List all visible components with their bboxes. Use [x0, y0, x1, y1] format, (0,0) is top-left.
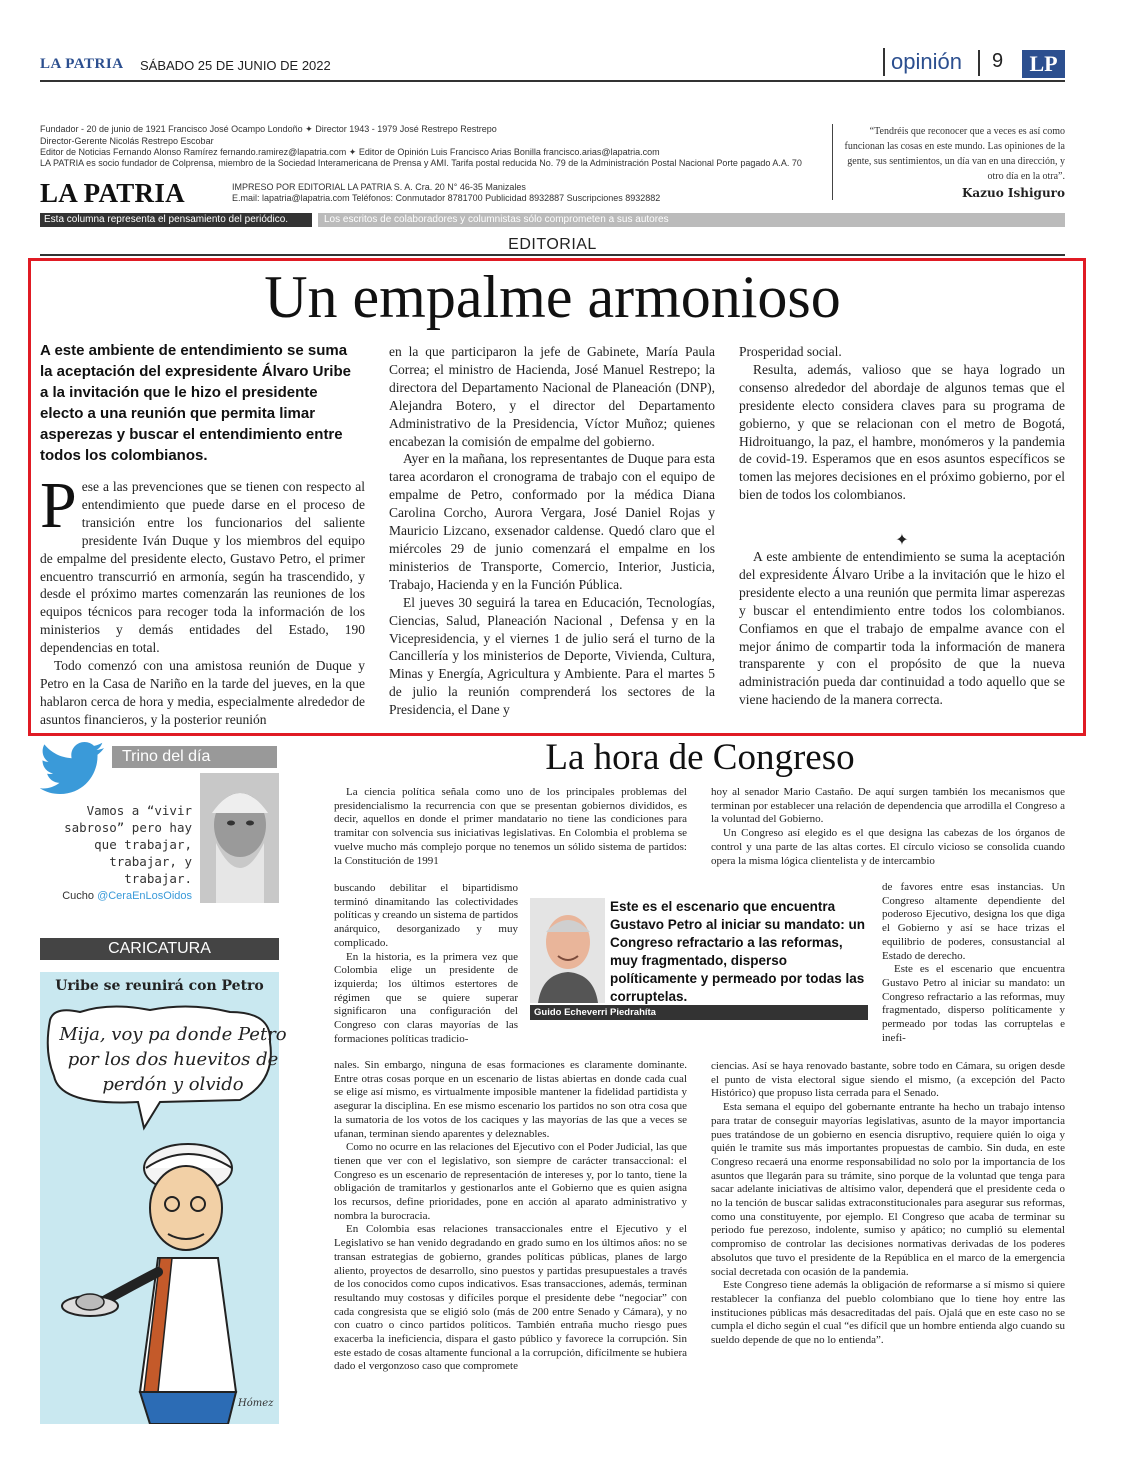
section-name: opinión	[883, 48, 962, 76]
editorial-paragraph: Prosperidad social.	[739, 344, 842, 359]
editorial-title: Un empalme armonioso	[264, 264, 841, 330]
header-rule	[40, 80, 1065, 82]
editorial-lede: A este ambiente de entendimiento se suma la aceptación del expresidente Álvaro Uribe a la invitación que le hizo el presidente electo a una reunión que permita limar asperezas y buscar el entendimiento entre todos los colombianos.	[40, 342, 351, 464]
masthead-logo: LA PATRIA	[40, 178, 185, 208]
cartoon-signature: Hómez	[238, 1398, 274, 1409]
masthead-director: Director-Gerente Nicolás Restrepo Escobar	[40, 136, 214, 146]
article-paragraph: Como no ocurre en las relaciones del Ejecutivo con el Poder Judicial, las que tienen que ver con el legislativo, son siempre de carácter transaccional: el Congreso es un escenario de representación de intereses y, por lo tanto, tiene la obligación de tramitarlos y gestionarlos ante el Gobierno que es quien asigna los recursos, define prioridades, pone en acción al aparato administrativo y nombra la burocracia.	[334, 1141, 687, 1222]
caricatura-label: CARICATURA	[40, 938, 279, 960]
twitter-bird-icon	[40, 742, 106, 794]
header-date: SÁBADO 25 DE JUNIO DE 2022	[140, 58, 331, 73]
contributors-notice-bar: Los escritos de colaboradores y columnistas sólo comprometen a sus autores	[318, 213, 1065, 227]
caricatura-title: Uribe se reunirá con Petro	[55, 978, 264, 994]
article-paragraph: ciencias. Así se haya renovado bastante, sobre todo en Cámara, su origen desde el punto de vista electoral sigue siendo el mismo, (a excepción del Pacto Histórico) que propuso lista cerrada para el Senado.	[711, 1060, 1065, 1100]
masthead-membership: LA PATRIA es socio fundador de Colprensa, miembro de la Sociedad Interamericana de Prensa y AMI. Tarifa postal reducida No. 79 de la Administración Postal Nacional Porte pagado A.A. 70	[40, 158, 802, 168]
editorial-column-3	[739, 343, 1065, 504]
article-title: La hora de Congreso	[545, 737, 855, 778]
trino-label: Trino del día	[112, 746, 277, 768]
article-column-1-bottom	[334, 1059, 687, 1374]
printer-contact: E.mail: lapatria@lapatria.com Teléfonos: Conmutador 8781700 Publicidad 8932887 Suscripciones 8932882	[232, 193, 661, 203]
editorial-closing	[739, 548, 1065, 709]
printer-address: IMPRESO POR EDITORIAL LA PATRIA S. A. Cra. 20 N° 46-35 Manizales	[232, 182, 526, 192]
separator-star-icon: ✦	[895, 530, 909, 549]
editorial-column-2	[389, 343, 715, 719]
editorial-paragraph: A este ambiente de entendimiento se suma la aceptación del expresidente Álvaro Uribe a la invitación que le hizo el presidente electo a una reunión que permita limar asperezas y buscar el entendimiento entre todos los colombianos. Confiamos en que el trabajo de empalme avance con el mejor ánimo de compartir toda la información de manera transparente y con el propósito de que la nueva administración pueda dar continuidad a todo aquello que se viene haciendo de la manera correcta.	[739, 549, 1065, 708]
pull-quote: Este es el escenario que encuentra Gustavo Petro al iniciar su mandato: un Congreso refractario a las reformas, muy fragmentado, disperso políticamente y permeado por todas las corruptelas.	[610, 899, 866, 1004]
lp-badge: LP	[1022, 50, 1065, 78]
author-photo	[530, 898, 605, 1003]
masthead-editors: Editor de Noticias Fernando Alonso Ramírez fernando.ramirez@lapatria.com ✦ Editor de Opinión Luis Francisco Arias Bonilla francisco.arias@lapatria.com	[40, 147, 660, 157]
editorial-label: EDITORIAL	[508, 236, 597, 253]
header-separator	[978, 50, 980, 76]
editorial-paragraph: El jueves 30 seguirá la tarea en Educación, Tecnologías, Ciencias, Salud, Planeación Nacional , Defensa y en la Vicepresidencia, y el viernes 1 de julio será el turno de la Cancillería y los ministerios de Deporte, Vivienda, Cultura, Minas y Energía, Agricultura y Ambiente. Para el martes 5 de julio la reunión comprenderá los sectores de la Presidencia, el Dane y	[389, 594, 715, 718]
header-logo: LA PATRIA	[40, 56, 124, 72]
editorial-rule	[40, 254, 1065, 256]
trino-author-photo	[200, 773, 279, 903]
trino-handle[interactable]: @CeraEnLosOidos	[97, 890, 192, 902]
article-column-2-bottom	[711, 1060, 1065, 1348]
quote-author: Kazuo Ishiguro	[961, 186, 1065, 200]
article-paragraph: de favores entre esas instancias. Un Congreso altamente dependiente del poderoso Ejecutivo, designa los que diga el Gobierno y así se hace trizas el equilibrio de poderes, consustancial al Estado de derecho.	[882, 881, 1065, 962]
article-author: Guido Echeverri Piedrahíta	[530, 1005, 868, 1020]
article-paragraph: Este Congreso tiene además la obligación de reformarse a sí mismo si quiere restablecer la confianza del pueblo colombiano que lo tiene hoy entre las instituciones públicas más desacreditadas del país. Ojalá que en este caso no se cumpla el dicho según el cual “es difícil que un hombre entienda algo cuando su sueldo depende de que no lo entienda”.	[711, 1279, 1065, 1347]
article-column-1-narrow	[334, 882, 518, 1046]
article-paragraph: Esta semana el equipo del gobernante entrante ha hecho un trabajo intenso para tratar de conseguir mayorías legislativas, asunto de la mayor importancia pues tratándose de un gobierno en esencia disruptivo, requiere quién lo oiga y quién le tramite sus más importantes propuestas de cambio. Sin duda, en este Congreso recaerá una enorme responsabilidad no solo por la importancia de los asuntos que llegarán para su trámite, sino porque de la voluntad que tenga para sacar adelante iniciativas de altísimo valor, dependerá que el presidente ceda o no la tención de buscar salidas extraconstitucionales para asegurar sus reformas, como una constituyente, por ejemplo. El Congreso que acaba de terminar su periodo fue perezoso, indolente, sumiso y apático; no cumplió su elemental compromiso de controlar las decisiones normativas derivadas de los poderes absolutos que tuvo el presidente de la República en el marco de la emergencia social decretada con ocasión de la pandemia.	[711, 1101, 1065, 1278]
quote-box	[832, 124, 1065, 200]
editorial-paragraph: ese a las prevenciones que se tienen con respecto al entendimiento que puede darse en el proceso de transición entre los funcionarios del saliente presidente Iván Duque y los miembros del equipo de empalme del presidente electo, Gustavo Petro, el primer encuentro transcurrió en armonía, según ha trascendido, y desde el próximo martes comenzarán las reuniones de los equipos técnicos para recoger toda la información de los ministerios y demás entidades del Estado, 190 dependencias en total.	[40, 479, 365, 656]
trino-text: Vamos a “vivir sabroso” pero hay que trabajar, trabajar, y trabajar.	[64, 803, 192, 886]
quote-text: “Tendréis que reconocer que a veces es así como funcionan las cosas en este mundo. Las opiniones de la gente, sus sentimientos, un día van en una dirección, y otro día en la otra”.	[844, 126, 1065, 182]
article-paragraph: Este es el escenario que encuentra Gustavo Petro al iniciar su mandato: un Congreso refractario a las reformas, muy fragmentado, disperso políticamente y permeado por todas las corruptelas e inefi-	[882, 963, 1065, 1044]
editorial-paragraph: Ayer en la mañana, los representantes de Duque para esta tarea acordaron el cronograma de trabajo con el equipo de empalme de Petro, conformado por la médica Diana Carolina Corcho, Aurora Vergara, José Daniel Rojas y Mauricio Lizcano, exsenador caldense. Quedó claro que el miércoles 29 de junio comenzará el empalme en los ministerios de Transporte, Comercio, Interior, Justicia, Trabajo, Hacienda y en la Función Pública.	[389, 451, 715, 592]
article-column-1-top	[334, 786, 687, 868]
editorial-notice-bar: Esta columna representa el pensamiento del periódico.	[40, 213, 312, 227]
article-paragraph: En Colombia esas relaciones transaccionales entre el Ejecutivo y el Legislativo se han venido degradando en grado sumo en los últimos años: no se transan estrategias de gobierno, grandes políticas públicas, planes de largo aliento, proyectos de desarrollo, sino puestos y partidas presupuestales a través de los conocidos como cupos indicativos. Esas transacciones, además, terminan resultando muy costosas y difíciles porque el presidente debe “negociar” con cada congresista que se eligió solo (más de 200 entre Senado y Cámara), y no con cuatro o cinco partidos políticos. También entraña mucho riesgo pues exacerba la ineficiencia, dispara el gasto público y favorece la corrupción. Sin este estado de cosas altamente funcional a la corrupción, difícilmente se hubiera dado el vergonzoso caso que compromete	[334, 1223, 687, 1373]
editorial-column-1	[40, 469, 365, 729]
trino-author: Cucho	[62, 890, 94, 902]
article-paragraph: En la historia, es la primera vez que Colombia elige un presidente de izquierda; los últimos estertores de régimen que se quiere superar significaron una configuración del Congreso con claras mayorías de las formaciones políticas tradicio-	[334, 950, 518, 1045]
article-paragraph: hoy al senador Mario Castaño. De aquí surgen también los mecanismos que terminan por establecer una relación de dependencia que arrodilla el Congreso a la voluntad del Gobierno.	[711, 786, 1065, 826]
editorial-paragraph: Resulta, además, valioso que se haya logrado un consenso alrededor del abordaje de algunos temas que el presidente electo considera claves para su programa de gobierno, y que se relacionan con el metro de Bogotá, Hidroituango, la paz, el hambre, monómeros y la pandemia de covid-19. Esperamos que en esos asuntos específicos se tomen las mejores decisiones en el próximo gobierno, por el bien de todos los colombianos.	[739, 361, 1065, 503]
article-paragraph: La ciencia política señala como uno de los principales problemas del presidencialismo la recurrencia con que se presentan gobiernos divididos, es decir, aquellos en donde el primer mandatario no tiene las condiciones para tramitar con solvencia sus iniciativas legislativas. En Colombia el problema se vuelve mucho más complejo porque no tenemos un sólido sistema de partidos: la Constitución de 1991	[334, 786, 687, 867]
article-column-2-narrow	[882, 881, 1065, 1045]
article-paragraph: Un Congreso así elegido es el que designa las cabezas de los órganos de control y una parte de las altas cortes. El círculo vicioso se consolida cuando opera la misma lógica clientelista y de intercambio	[711, 827, 1065, 867]
masthead-founders: Fundador - 20 de junio de 1921 Francisco José Ocampo Londoño ✦ Director 1943 - 1979 José Restrepo Restrepo	[40, 124, 497, 134]
drop-cap: P	[40, 469, 77, 542]
masthead-printer	[232, 182, 660, 204]
page-number: 9	[992, 50, 1004, 72]
cartoon-speech-bubble: Mija, voy pa donde Petro por los dos huevitos de perdón y olvido	[59, 1024, 287, 1095]
article-paragraph: buscando debilitar el bipartidismo terminó dinamitando las colectividades políticas y creando un sistema de partidos anárquico, desorganizado y muy complicado.	[334, 882, 518, 949]
article-column-2-top	[711, 786, 1065, 868]
editorial-paragraph: en la que participaron la jefe de Gabinete, María Paula Correa; el ministro de Hacienda, José Manuel Restrepo; la directora del Departamento Nacional de Planeación (DNP), Alejandra Botero, y el director del Departamento Administrativo de la Presidencia, Víctor Muñoz; quienes encabezan la comisión de empalme del gobierno.	[389, 344, 715, 449]
trino-attribution	[40, 890, 192, 902]
editorial-paragraph: Todo comenzó con una amistosa reunión de Duque y Petro en la Casa de Nariño en la tarde del jueves, en la que hablaron cerca de hora y media, especialmente alrededor de asuntos financieros, y la posterior reunión	[40, 658, 365, 727]
article-paragraph: nales. Sin embargo, ninguna de esas formaciones es claramente dominante. Entre otras cosas porque en un escenario de listas abiertas en donde cada cual se elige así mismo, es virtualmente imposible mantener la fidelidad partidista y asegurar la disciplina. En ese mismo escenario los partidos no son otra cosa que la sumatoria de los votos de los caciques y las mayorías de las que a veces se ufanan, terminan siendo aparentes y deleznables.	[334, 1059, 687, 1140]
